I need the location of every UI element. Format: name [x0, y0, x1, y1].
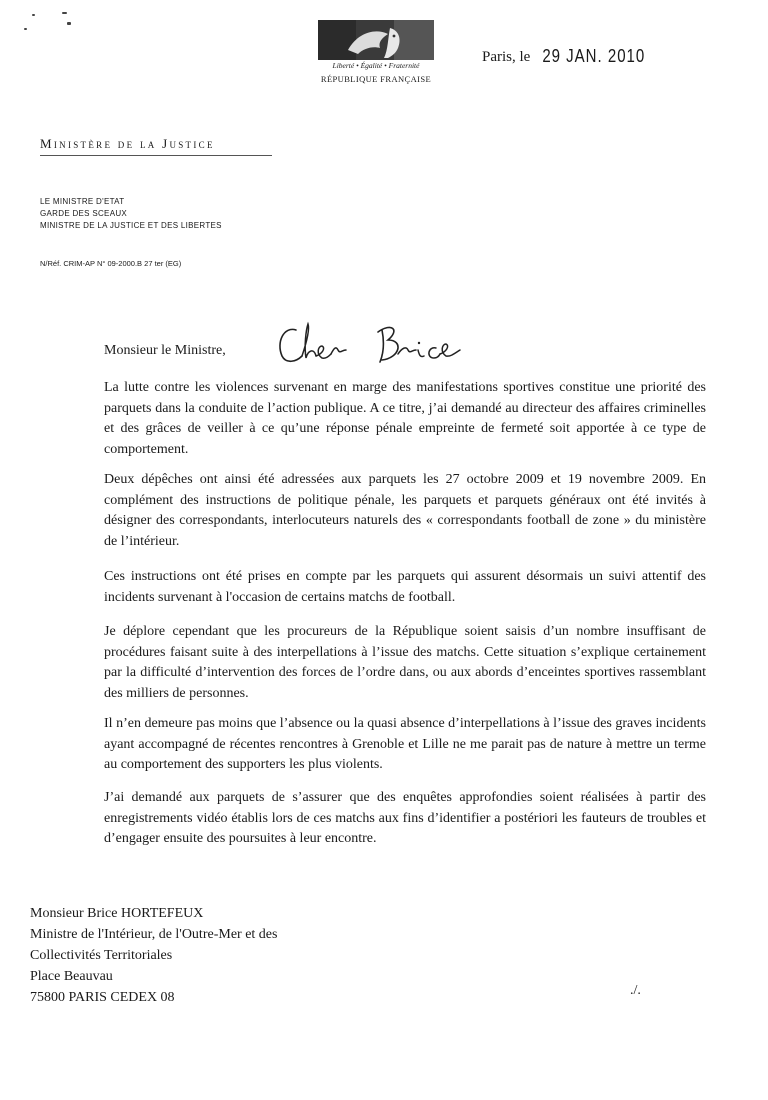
scan-speck: [24, 28, 27, 30]
sender-line: MINISTRE DE LA JUSTICE ET DES LIBERTES: [40, 221, 222, 230]
body-paragraph: Ces instructions ont été prises en compte par les parquets qui assurent désormais un suivi attentif des incidents survenant à l'occasion de certains matchs de football.: [104, 569, 706, 605]
ministry-heading: Ministère de la Justice: [40, 136, 215, 151]
recipient-line: Monsieur Brice HORTEFEUX: [30, 906, 204, 921]
body-paragraph: J’ai demandé aux parquets de s’assurer que des enquêtes approfondies soient réalisées à partir des enregistrements vidéo établis lors de ces matchs aux fins d’identifier a postériori les fauteurs de troubles et d’engager ensuite des poursuites à leur encontre.: [104, 790, 706, 847]
scan-speck: [62, 12, 67, 14]
sender-line: LE MINISTRE D'ETAT: [40, 197, 125, 206]
recipient-line: Place Beauvau: [30, 969, 113, 984]
handwritten-note: [274, 320, 474, 370]
salutation: Monsieur le Ministre,: [104, 343, 226, 358]
continuation-mark: ./.: [630, 983, 641, 998]
body-paragraph: Il n’en demeure pas moins que l’absence ou la quasi absence d’interpellations à l’issue des graves incidents ayant accompagné de récentes rencontres à Grenoble et Lille ne me parait pas de nature à mettre un terme au comportement des supporters les plus violents.: [104, 716, 706, 773]
sender-line: GARDE DES SCEAUX: [40, 209, 128, 218]
body-paragraph: Deux dépêches ont ainsi été adressées aux parquets les 27 octobre 2009 et 19 novembre 2009. En complément des instructions de politique pénale, les parquets et parquets généraux ont été invités à désigner des correspondants, interlocuteurs naturels des « correspondants football de zone » du ministère de l’intérieur.: [104, 472, 706, 549]
ministry-rule: [40, 155, 272, 156]
scan-speck: [67, 22, 71, 25]
sender-block: [40, 196, 222, 232]
reference-number: N/Réf. CRIM-AP N° 09-2000.B 27 ter (EG): [40, 259, 182, 268]
date-stamp: 29 JAN. 2010: [542, 45, 646, 68]
place-date-line: [482, 45, 646, 68]
republic-logo: [318, 20, 434, 90]
recipient-line: Collectivités Territoriales: [30, 948, 173, 963]
recipient-line: 75800 PARIS CEDEX 08: [30, 990, 175, 1005]
recipient-address: [30, 903, 277, 1008]
place-label: Paris, le: [482, 49, 531, 65]
republic-name: RÉPUBLIQUE FRANÇAISE: [320, 74, 432, 84]
recipient-line: Ministre de l'Intérieur, de l'Outre-Mer et des: [30, 927, 278, 942]
scan-speck: [32, 14, 35, 16]
body-paragraph: La lutte contre les violences survenant en marge des manifestations sportives constitue une priorité des parquets dans la conduite de l’action publique. A ce titre, j’ai demandé au directeur des affaires criminelles et des grâces de veiller à ce qu’une réponse pénale empreinte de fermeté soit apportée à ce type de comportement.: [104, 380, 706, 457]
republic-motto: Liberté • Égalité • Fraternité: [332, 61, 420, 70]
marianne-emblem: [318, 20, 434, 60]
body-paragraph: Je déplore cependant que les procureurs de la République soient saisis d’un nombre insuffisant de procédures faisant suite à des interpellations à l’issue des matchs. Cette situation s’explique certainement par la difficulté d’intervention des forces de l’ordre dans, ou aux abords d’enceintes sportives rassemblant des milliers de personnes.: [104, 624, 706, 701]
